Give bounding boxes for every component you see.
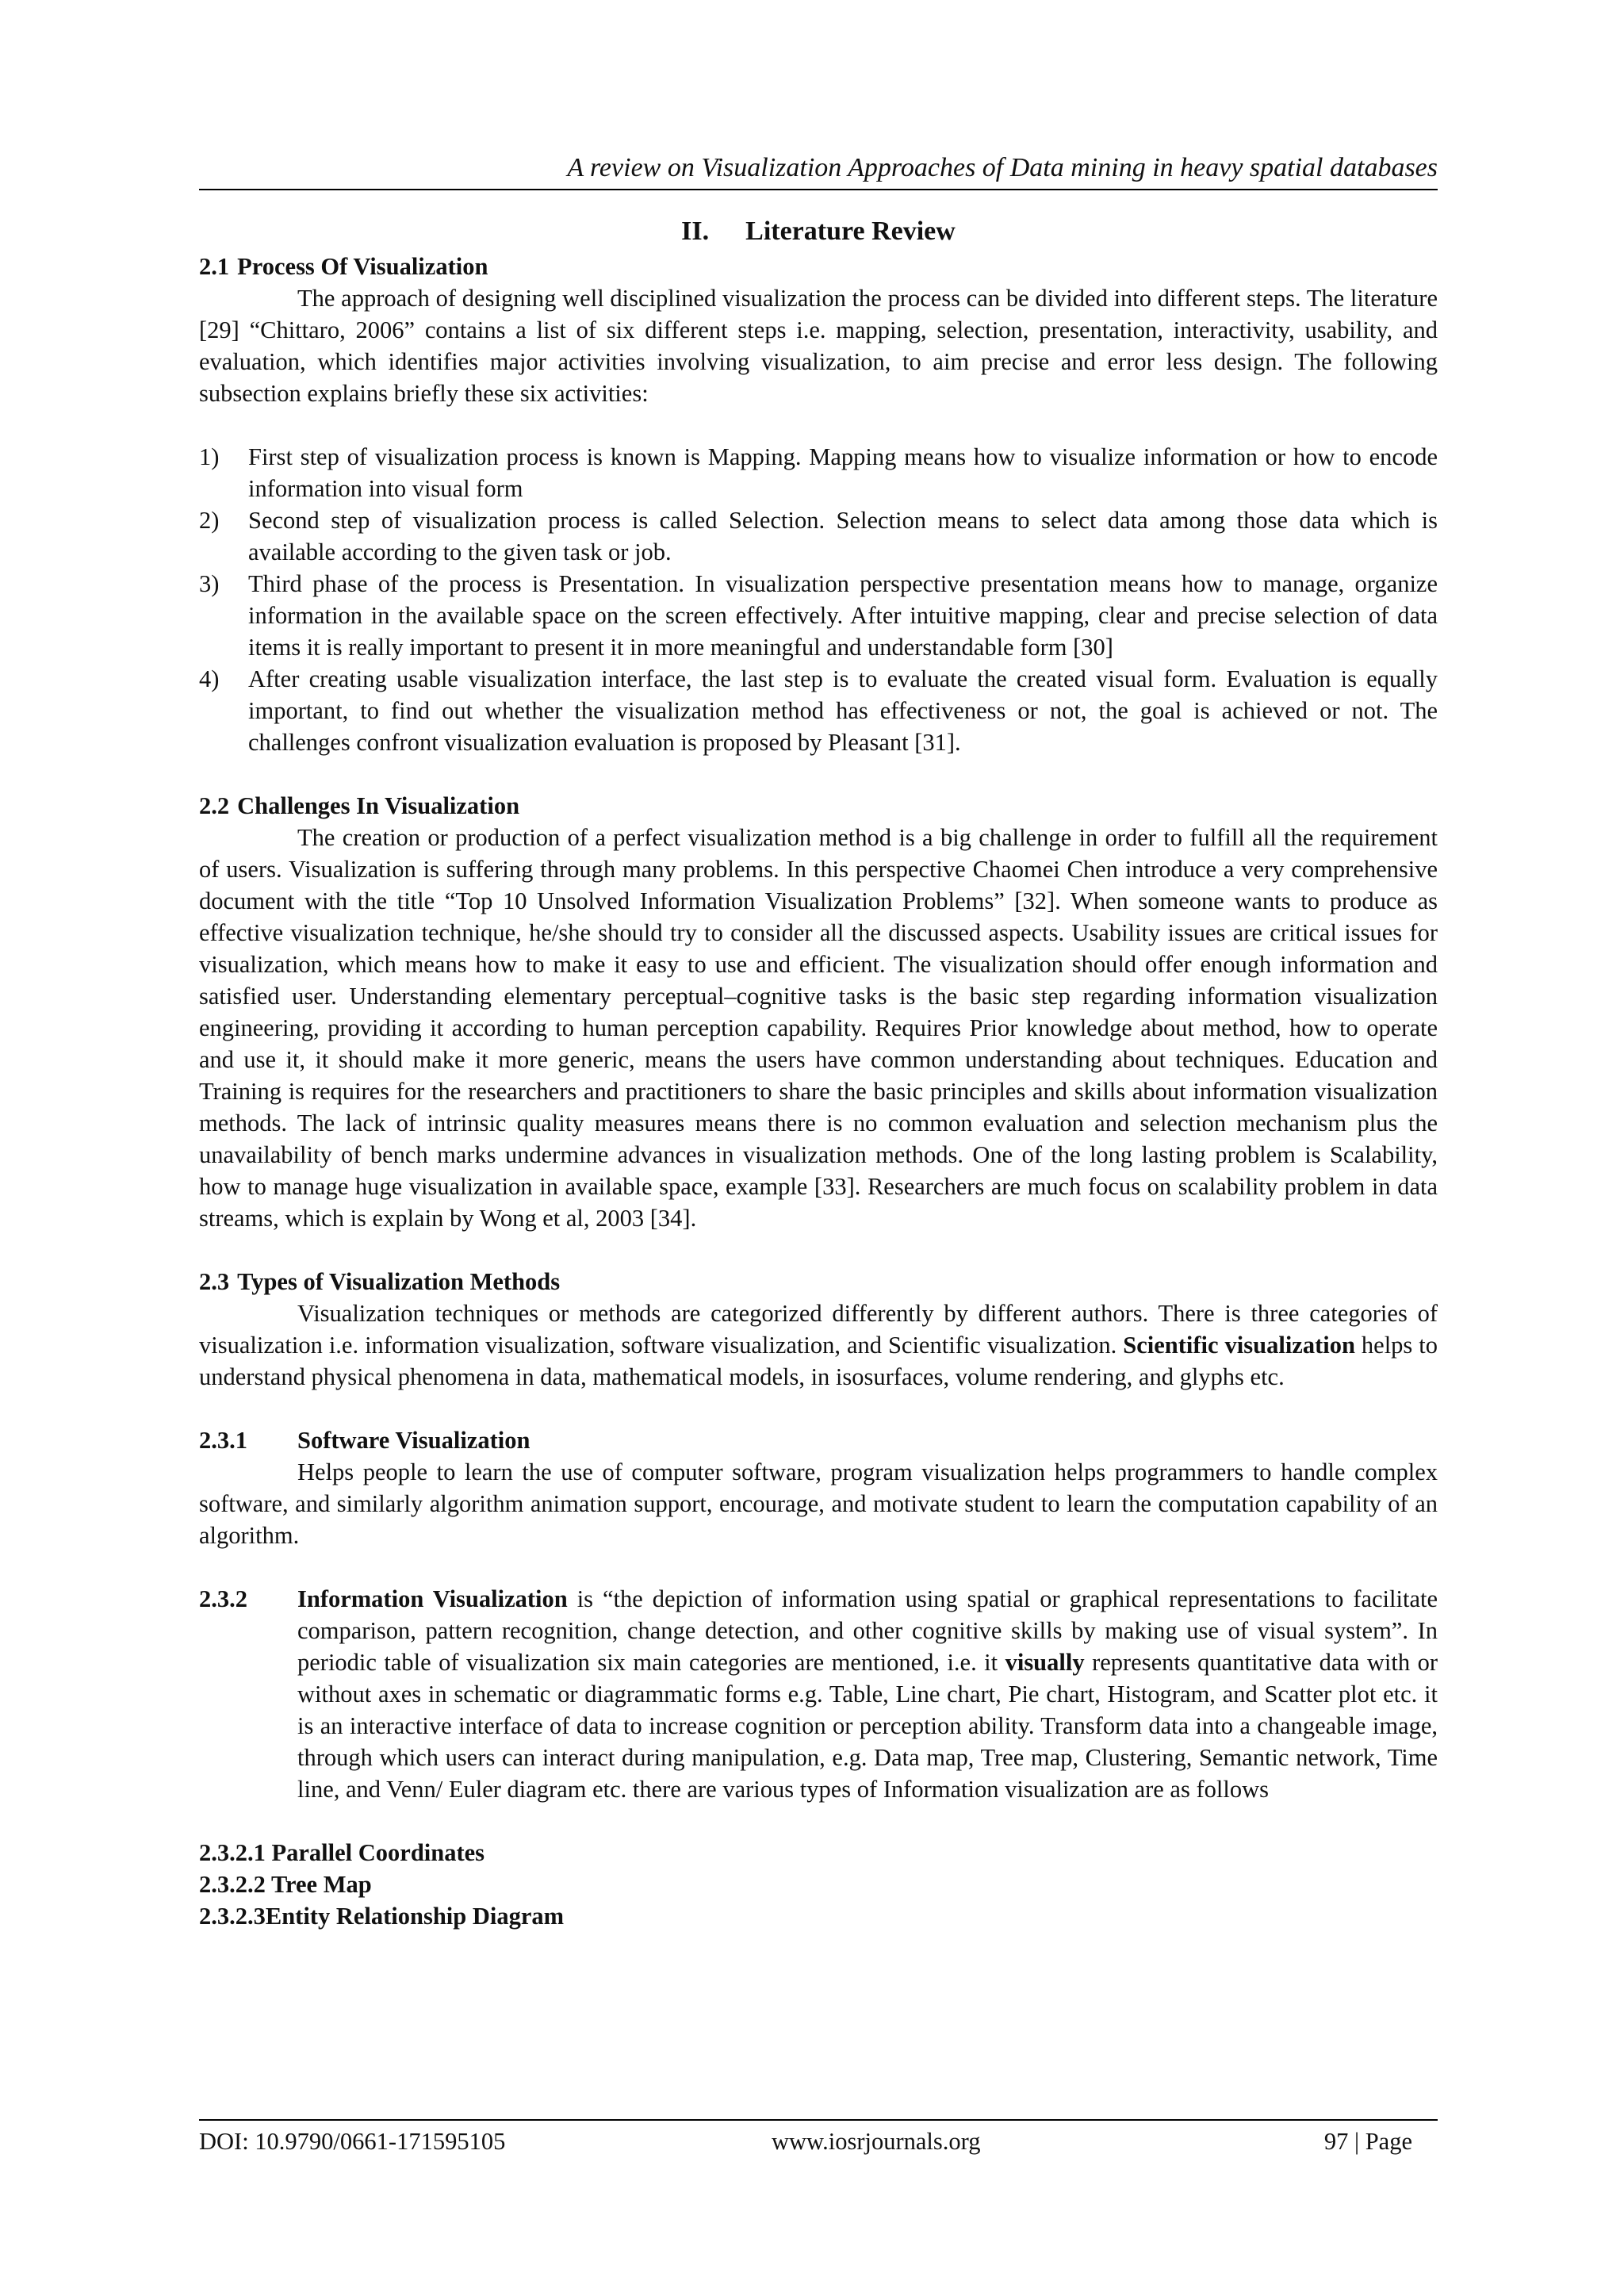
section-title: Types of Visualization Methods xyxy=(237,1268,561,1295)
page-footer xyxy=(199,2119,1438,2155)
section-title: Information Visualization xyxy=(297,1585,568,1612)
footer-website: www.iosrjournals.org xyxy=(772,2128,981,2155)
section-2-3-body xyxy=(199,1297,1438,1393)
subheading-entity-relationship-diagram: 2.3.2.3Entity Relationship Diagram xyxy=(199,1903,565,1930)
list-marker: 2) xyxy=(199,507,220,534)
body-text: is “the depiction of information using spatial or graphical representations to facilitate comparison, pattern recognition, change detection, and other cognitive skills by making use of visual system”. In periodic table of visualization six main categories are mentioned, i.e. it xyxy=(297,1585,1438,1676)
section-number: 2.2 xyxy=(199,792,230,819)
page-body xyxy=(199,151,1438,1932)
chapter-heading xyxy=(199,214,1438,249)
list-item xyxy=(199,441,1438,504)
list-marker: 4) xyxy=(199,665,220,692)
section-number: 2.3 xyxy=(199,1268,230,1295)
chapter-title: Literature Review xyxy=(745,217,956,246)
list-item xyxy=(199,504,1438,568)
section-heading-2-3-1 xyxy=(199,1424,1438,1456)
body-text: helps to understand physical phenomena in data, mathematical models, in isosurfaces, volume rendering, and glyphs etc. xyxy=(199,1332,1438,1390)
section-2-2-body: The creation or production of a perfect visualization method is a big challenge in order to fulfill all the requirement of users. Visualization is suffering through many problems. In this perspective Chaomei Chen introduce a very comprehensive document with the title “Top 10 Unsolved Information Visualization Problems” [32]. When someone wants to produce as effective visualization technique, he/she should try to consider all the discussed aspects. Usability issues are critical issues for visualization, which means how to make it easy to use and efficient. The visualization should offer enough information and satisfied user. Understanding elementary perceptual–cognitive tasks is the basic step regarding information visualization engineering, providing it according to human perception capability. Requires Prior knowledge about method, how to operate and use it, it should make it more generic, means the users have common understanding about techniques. Education and Training is requires for the researchers and practitioners to share the basic principles and skills about information visualization methods. The lack of intrinsic quality measures means there is no common evaluation and selection mechanism plus the unavailability of bench marks undermine advances in visualization methods. One of the long lasting problem is Scalability, how to manage huge visualization in available space, example [33]. Researchers are much focus on scalability problem in data streams, which is explain by Wong et al, 2003 [34]. xyxy=(199,824,1438,1232)
section-2-3-1-body: Helps people to learn the use of computer software, program visualization helps programmers to handle complex software, and similarly algorithm animation support, encourage, and motivate student to learn the computation capability of an algorithm. xyxy=(199,1458,1438,1549)
list-item-text: Third phase of the process is Presentation. In visualization perspective presentation means how to manage, organize information in the available space on the screen effectively. After intuitive mapping, clear and precise selection of data items it is really important to present it in more meaningful and understandable form [30] xyxy=(248,570,1438,661)
subheading-tree-map: 2.3.2.2 Tree Map xyxy=(199,1871,372,1898)
bold-term: Scientific visualization xyxy=(1123,1332,1355,1359)
spacer xyxy=(199,1393,1438,1424)
chapter-number: II. xyxy=(681,217,710,246)
section-heading-2-2 xyxy=(199,790,1438,822)
list-item-text: Second step of visualization process is called Selection. Selection means to select data among those data which is available according to the given task or job. xyxy=(248,507,1438,565)
spacer xyxy=(199,1551,1438,1583)
spacer xyxy=(199,758,1438,790)
section-title: Software Visualization xyxy=(297,1427,530,1454)
subheading-parallel-coordinates: 2.3.2.1 Parallel Coordinates xyxy=(199,1839,485,1866)
section-2-3-2 xyxy=(199,1583,1438,1805)
list-marker: 1) xyxy=(199,443,220,470)
list-item xyxy=(199,663,1438,758)
list-item xyxy=(199,568,1438,663)
section-number: 2.3.1 xyxy=(199,1427,247,1454)
section-title: Process Of Visualization xyxy=(237,253,488,280)
section-2-1-intro: The approach of designing well disciplined visualization the process can be divided into different steps. The literature [29] “Chittaro, 2006” contains a list of six different steps i.e. mapping, selection, presentation, interactivity, usability, and evaluation, which identifies major activities involving visualization, to aim precise and error less design. The following subsection explains briefly these six activities: xyxy=(199,285,1438,407)
spacer xyxy=(199,1234,1438,1266)
footer-page-number: 97 | Page xyxy=(1323,2128,1412,2155)
footer-doi: DOI: 10.9790/0661-171595105 xyxy=(199,2128,506,2155)
bold-term: visually xyxy=(1005,1649,1085,1676)
section-number: 2.1 xyxy=(199,253,230,280)
running-header: A review on Visualization Approaches of Data mining in heavy spatial databases xyxy=(199,151,1438,190)
body-text: Visualization techniques or methods are categorized differently by different authors. There is three categories of visualization i.e. information visualization, software visualization, and Scientific visualization. xyxy=(199,1300,1438,1359)
process-steps-list xyxy=(199,441,1438,758)
list-marker: 3) xyxy=(199,570,220,597)
section-heading-2-1 xyxy=(199,251,1438,282)
list-item-text: After creating usable visualization interface, the last step is to evaluate the created visual form. Evaluation is equally important, to find out whether the visualization method has effectiveness or not, the goal is achieved or not. The challenges confront visualization evaluation is proposed by Pleasant [31]. xyxy=(248,665,1438,756)
section-number: 2.3.2 xyxy=(199,1585,247,1612)
spacer xyxy=(199,1805,1438,1837)
list-item-text: First step of visualization process is known is Mapping. Mapping means how to visualize information or how to encode information into visual form xyxy=(248,443,1438,502)
body-text: represents quantitative data with or without axes in schematic or diagrammatic forms e.g. Table, Line chart, Pie chart, Histogram, and Scatter plot etc. it is an interactive interface of data to increase cognition or perception ability. Transform data into a changeable image, through which users can interact during manipulation, e.g. Data map, Tree map, Clustering, Semantic network, Time line, and Venn/ Euler diagram etc. there are various types of Information visualization are as follows xyxy=(297,1649,1438,1803)
section-heading-2-3 xyxy=(199,1266,1438,1297)
section-title: Challenges In Visualization xyxy=(237,792,520,819)
spacer xyxy=(199,409,1438,441)
